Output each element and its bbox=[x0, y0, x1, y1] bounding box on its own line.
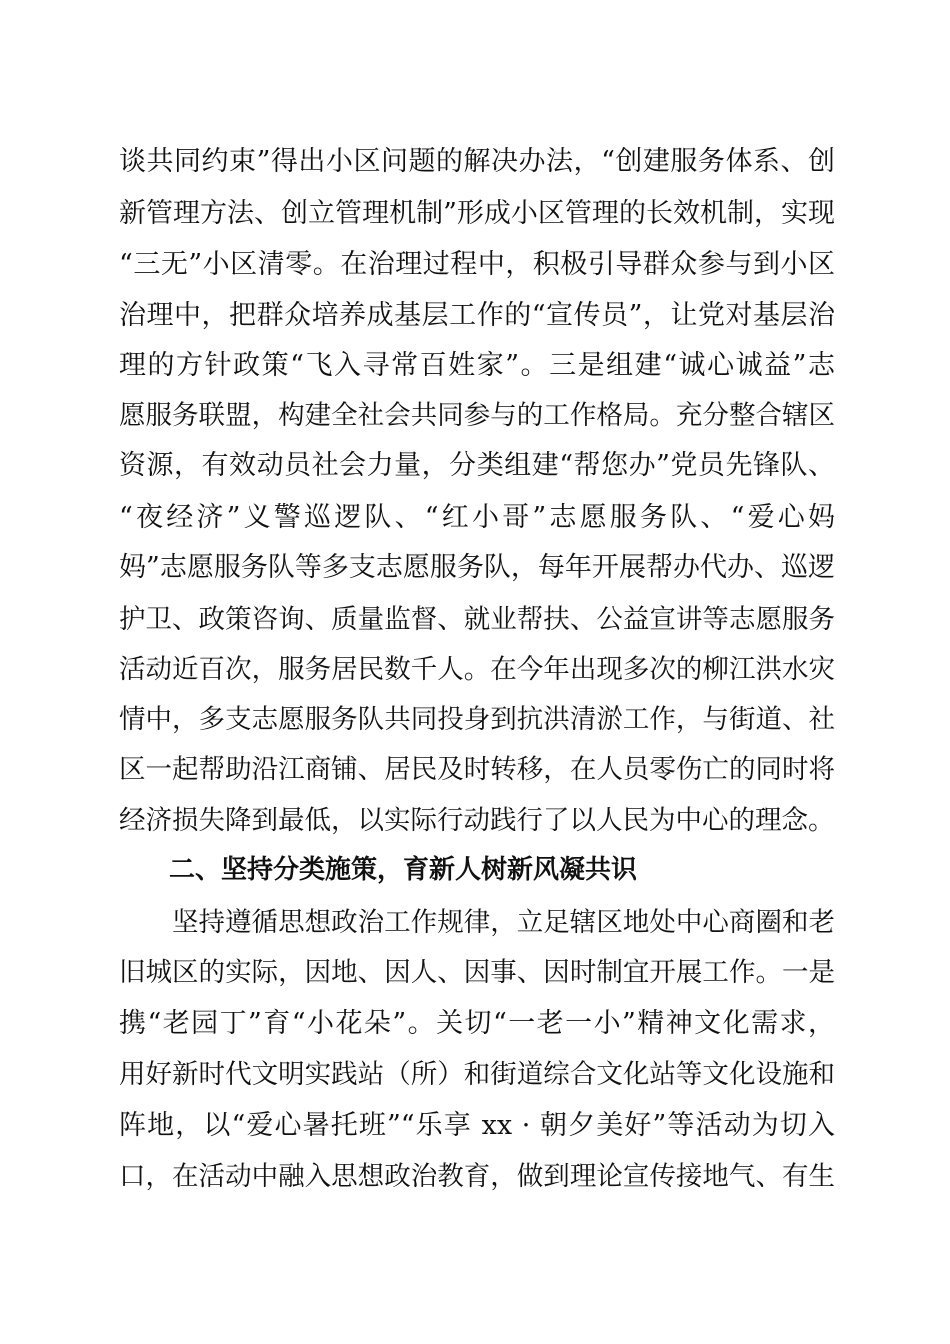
paragraph-line: 阵地，以“爱心暑托班”“乐享 xx · 朝夕美好”等活动为切入 bbox=[119, 1110, 835, 1141]
paragraph-line: 愿服务联盟，构建全社会共同参与的工作格局。充分整合辖区 bbox=[119, 400, 835, 431]
paragraph-line: 资源，有效动员社会力量，分类组建“帮您办”党员先锋队、 bbox=[119, 450, 835, 481]
paragraph-line: 治理中，把群众培养成基层工作的“宣传员”，让党对基层治 bbox=[119, 300, 835, 331]
paragraph-line: 口，在活动中融入思想政治教育，做到理论宣传接地气、有生 bbox=[119, 1161, 835, 1192]
paragraph-line: 携“老园丁”育“小花朵”。关切“一老一小”精神文化需求， bbox=[119, 1008, 835, 1039]
paragraph-line: 旧城区的实际，因地、因人、因事、因时制宜开展工作。一是 bbox=[119, 957, 835, 988]
paragraph-line: 情中，多支志愿服务队共同投身到抗洪清淤工作，与街道、社 bbox=[119, 704, 835, 735]
paragraph-line: 区一起帮助沿江商铺、居民及时转移，在人员零伤亡的同时将 bbox=[119, 754, 835, 785]
paragraph-line: 妈”志愿服务队等多支志愿服务队，每年开展帮办代办、巡逻 bbox=[119, 552, 835, 583]
paragraph-line: “三无”小区清零。在治理过程中，积极引导群众参与到小区 bbox=[119, 249, 835, 280]
paragraph-line: 活动近百次，服务居民数千人。在今年出现多次的柳江洪水灾 bbox=[119, 654, 835, 685]
paragraph-line: 经济损失降到最低，以实际行动践行了以人民为中心的理念。 bbox=[119, 805, 835, 836]
paragraph-line: 护卫、政策咨询、质量监督、就业帮扶、公益宣讲等志愿服务 bbox=[119, 604, 835, 635]
paragraph-line: “夜经济”义警巡逻队、“红小哥”志愿服务队、“爱心妈 bbox=[119, 502, 835, 533]
paragraph-line: 用好新时代文明实践站（所）和街道综合文化站等文化设施和 bbox=[119, 1059, 835, 1090]
paragraph-line: 谈共同约束”得出小区问题的解决办法，“创建服务体系、创 bbox=[119, 146, 835, 177]
paragraph-line: 坚持遵循思想政治工作规律，立足辖区地处中心商圈和老 bbox=[172, 907, 835, 938]
section-heading: 二、坚持分类施策，育新人树新风凝共识 bbox=[169, 855, 638, 885]
paragraph-line: 新管理方法、创立管理机制”形成小区管理的长效机制，实现 bbox=[119, 198, 835, 229]
paragraph-line: 理的方针政策“飞入寻常百姓家”。三是组建“诚心诚益”志 bbox=[119, 350, 835, 381]
